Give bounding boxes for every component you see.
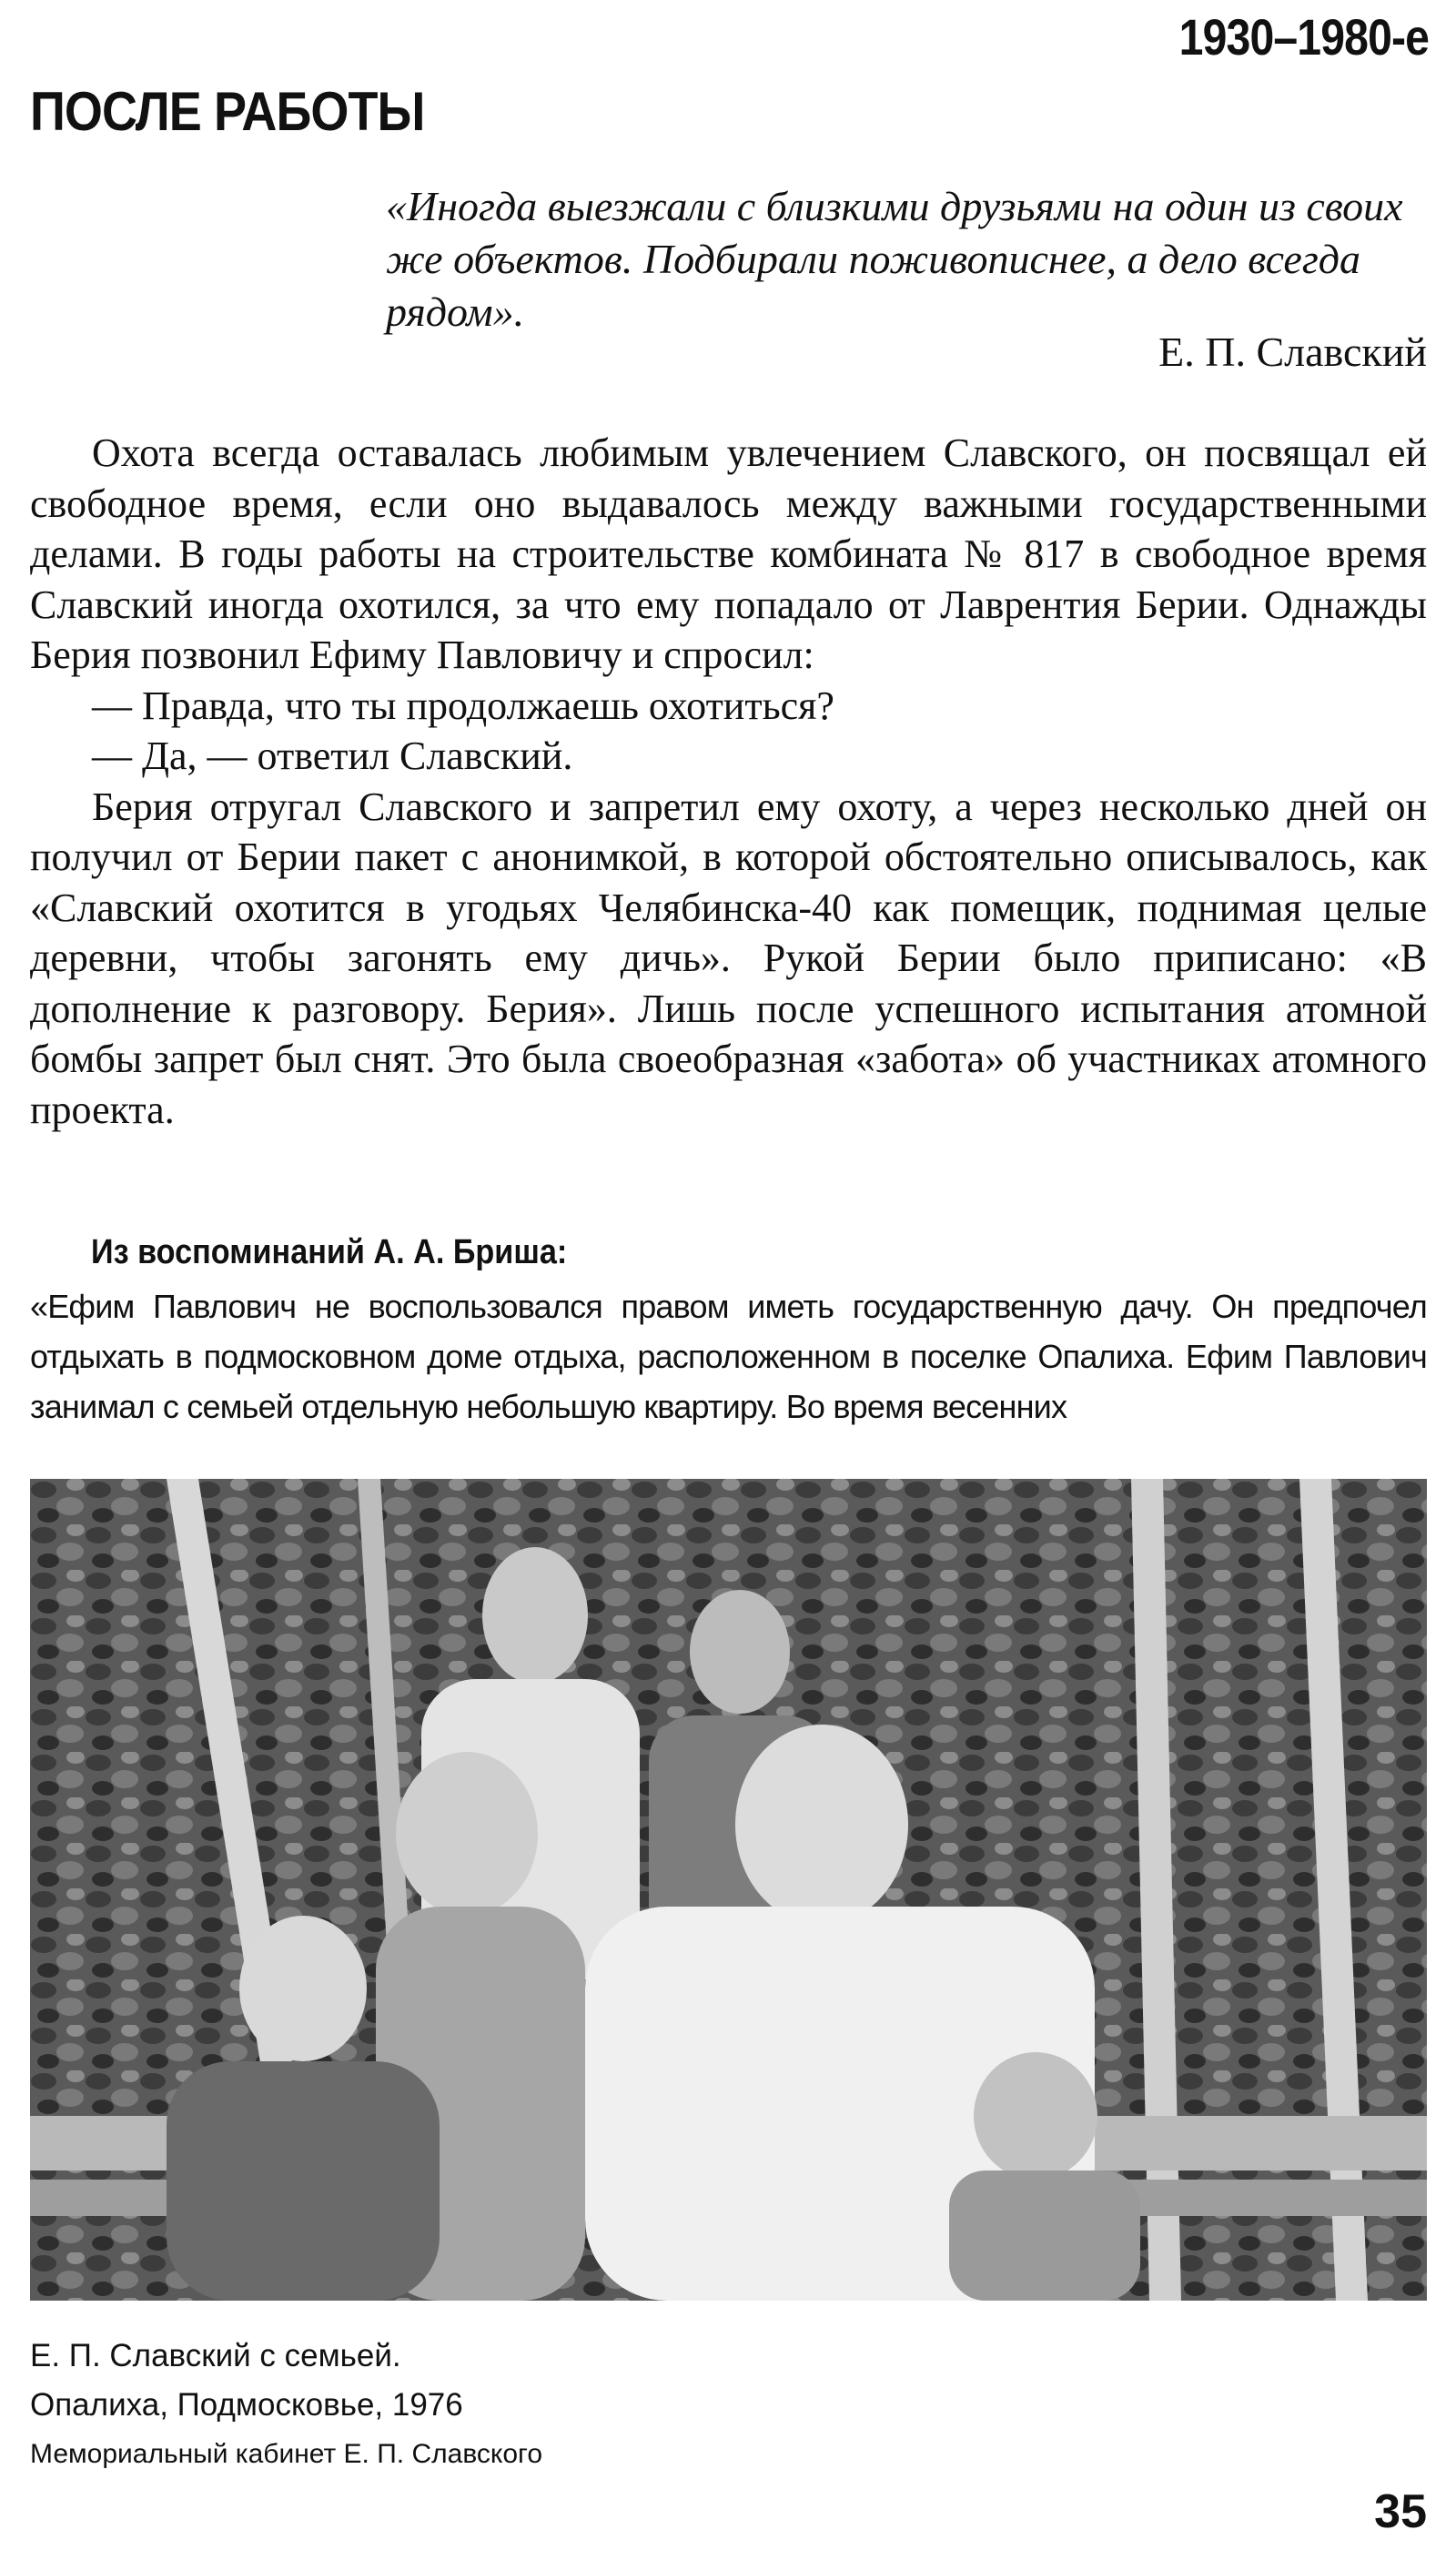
family-photo — [30, 1479, 1427, 2301]
epigraph-quote: «Иногда выезжали с близкими друзьями на один из своих же объектов. Подбирали поживописнее, а дело всегда рядом». — [386, 183, 1403, 335]
page-title: ПОСЛЕ РАБОТЫ — [30, 81, 425, 142]
body-paragraph: Берия отругал Славского и запретил ему охоту, а через несколько дней он получил от Берии пакет с анонимкой, в которой обстоятельно описывалось, как «Славский охотится в угодьях Челябинска-40 как помещик, поднимая целые деревни, чтобы загонять ему дичь». Рукой Берии было приписано: «В дополнение к разговору. Берия». Лишь после успешного испытания атомной бомбы запрет был снят. Это была своеобразная «забота» об участниках атомного проекта. — [30, 784, 1427, 1132]
page-number: 35 — [1374, 2485, 1427, 2538]
caption-source: Мемориальный кабинет Е. П. Славского — [30, 2439, 543, 2469]
family-photo-illustration — [30, 1479, 1427, 2301]
memoir-heading: Из воспоминаний А. А. Бриша: — [91, 1233, 568, 1271]
caption-line: Е. П. Славский с семьей. — [30, 2338, 401, 2373]
section-era-label: 1930–1980-е — [1178, 8, 1429, 66]
photo-caption — [30, 2332, 542, 2479]
body-paragraph: — Да, — ответил Славский. — [92, 734, 573, 778]
caption-line: Опалиха, Подмосковье, 1976 — [30, 2387, 463, 2423]
epigraph-author: Е. П. Славский — [1158, 329, 1427, 375]
memoir-text: «Ефим Павлович не воспользовался правом иметь государственную дачу. Он предпочел отдыхать в подмосковном доме отдыха, расположенном в поселке Опалиха. Ефим Павлович занимал с семьей отдельную небольшую квартиру. Во время весенних — [30, 1288, 1427, 1425]
body-paragraph: Охота всегда оставалась любимым увлечением Славского, он посвящал ей свободное время, если оно выдавалось между важными государственными делами. В годы работы на строительстве комбината № 817 в свободное время Славский иногда охотился, за что ему попадало от Лаврентия Берии. Однажды Берия позвонил Ефиму Павловичу и спросил: — [30, 430, 1427, 677]
body-paragraph: — Правда, что ты продолжаешь охотиться? — [92, 683, 834, 728]
body-text — [30, 428, 1427, 1135]
